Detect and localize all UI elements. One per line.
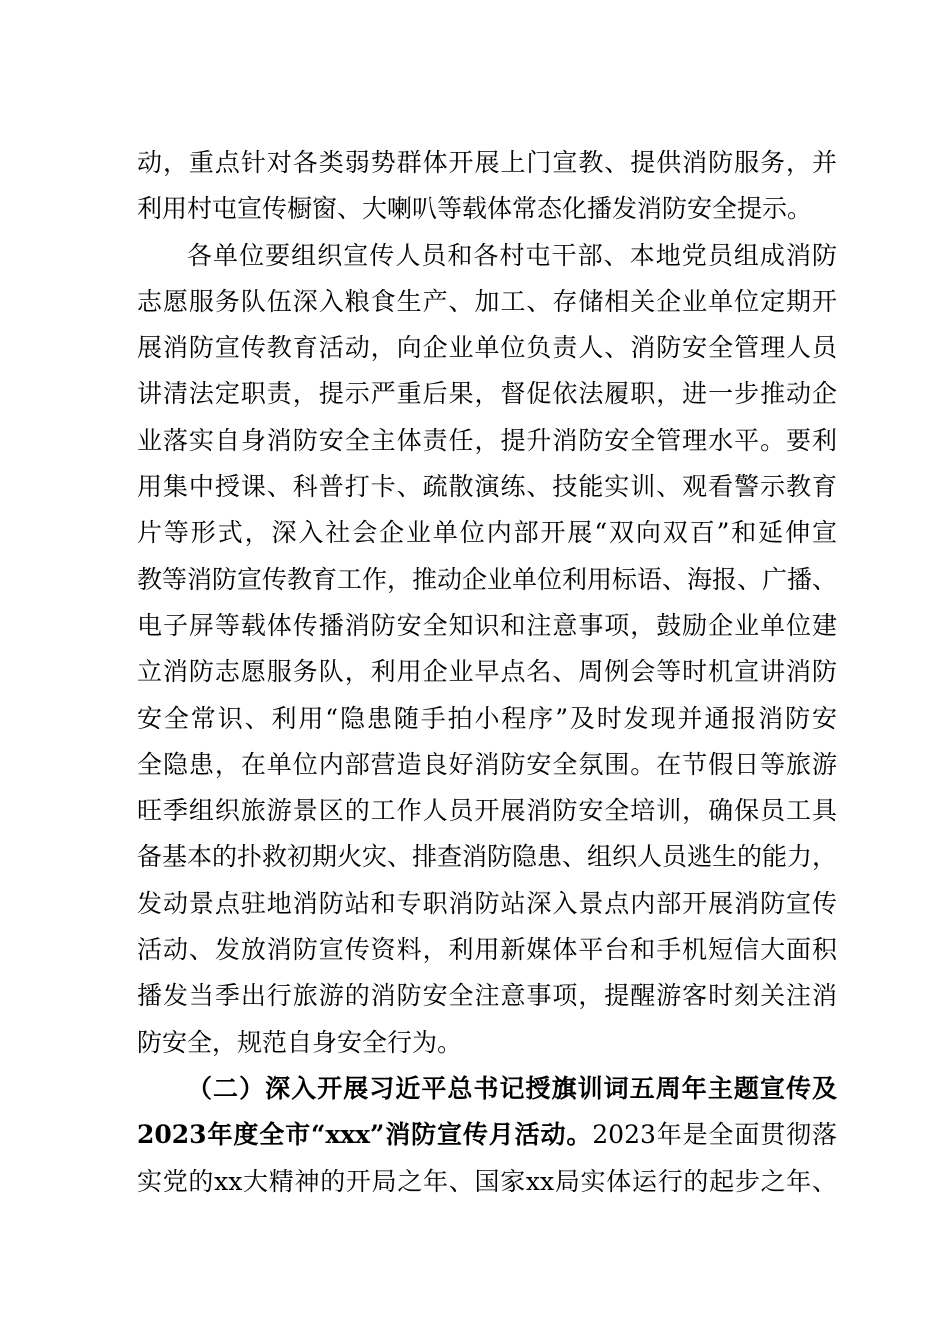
section-heading-line-1: （二）深入开展习近平总书记授旗训词五周年主题宣传及 xyxy=(187,1073,837,1103)
paragraph-2-line-9: 电子屏等载体传播消防安全知识和注意事项，鼓励企业单位建 xyxy=(137,610,837,640)
paragraph-1-line-2: 利用村屯宣传橱窗、大喇叭等载体常态化播发消防安全提示。 xyxy=(137,194,813,224)
paragraph-2-line-17: 播发当季出行旅游的消防安全注意事项，提醒游客时刻关注消 xyxy=(137,981,837,1011)
paragraph-2-line-2: 志愿服务队伍深入粮食生产、加工、存储相关企业单位定期开 xyxy=(137,286,837,316)
paragraph-2-line-6: 用集中授课、科普打卡、疏散演练、技能实训、观看警示教育 xyxy=(137,472,837,502)
section-heading-line-2 xyxy=(137,1112,837,1158)
paragraph-2-line-16: 活动、发放消防宣传资料，利用新媒体平台和手机短信大面积 xyxy=(137,935,837,965)
paragraph-2-line-1: 各单位要组织宣传人员和各村屯干部、本地党员组成消防 xyxy=(187,240,837,270)
document-body xyxy=(137,140,837,1205)
paragraph-1-line-1: 动，重点针对各类弱势群体开展上门宣教、提供消防服务，并 xyxy=(137,148,837,177)
paragraph-2-line-7: 片等形式，深入社会企业单位内部开展“双向双百”和延伸宣 xyxy=(137,518,837,548)
paragraph-2-line-8: 教等消防宣传教育工作，推动企业单位利用标语、海报、广播、 xyxy=(137,564,838,594)
section-body-line-3: 实党的xx大精神的开局之年、国家xx局实体运行的起步之年、 xyxy=(137,1166,837,1196)
paragraph-2-line-14: 备基本的扑救初期火灾、排查消防隐患、组织人员逃生的能力， xyxy=(137,842,838,872)
paragraph-2-line-3: 展消防宣传教育活动，向企业单位负责人、消防安全管理人员 xyxy=(137,333,837,363)
paragraph-2-line-11: 安全常识、利用“隐患随手拍小程序”及时发现并通报消防安 xyxy=(137,703,837,733)
paragraph-2-line-5: 业落实自身消防安全主体责任，提升消防安全管理水平。要利 xyxy=(137,425,837,455)
paragraph-2-line-18: 防安全，规范自身安全行为。 xyxy=(137,1027,463,1057)
paragraph-2-line-10: 立消防志愿服务队，利用企业早点名、周例会等时机宣讲消防 xyxy=(137,657,837,687)
paragraph-2-line-15: 发动景点驻地消防站和专职消防站深入景点内部开展消防宣传 xyxy=(137,888,837,918)
paragraph-2-line-4: 讲清法定职责，提示严重后果，督促依法履职，进一步推动企 xyxy=(137,379,837,409)
paragraph-2-line-12: 全隐患，在单位内部营造良好消防安全氛围。在节假日等旅游 xyxy=(137,749,837,779)
section-heading-bold-text: 2023年度全市“xxx”消防宣传月活动。 xyxy=(137,1120,593,1150)
paragraph-2-line-13: 旺季组织旅游景区的工作人员开展消防安全培训，确保员工具 xyxy=(137,796,837,826)
section-body-text: 2023年是全面贯彻落 xyxy=(592,1120,837,1150)
